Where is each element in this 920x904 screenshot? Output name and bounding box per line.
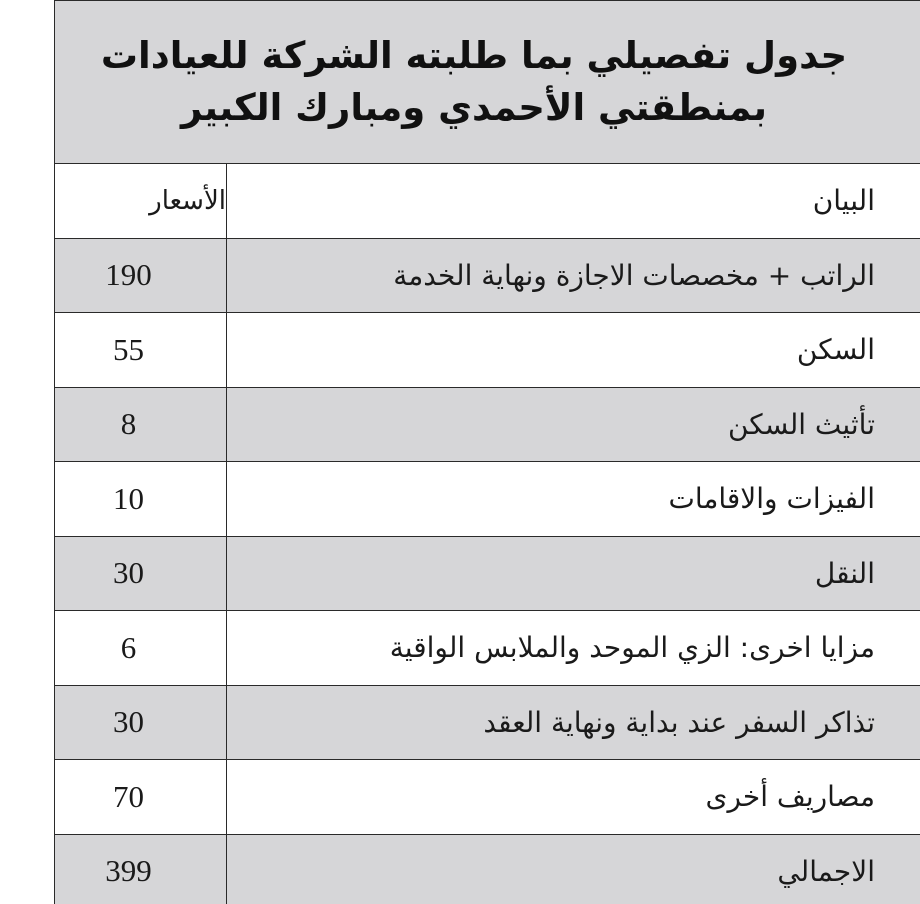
cost-table: [54, 0, 920, 904]
header-description: البيان: [812, 184, 875, 218]
table-title-line-2: بمنطقتي الأحمدي ومبارك الكبير: [180, 86, 768, 129]
row-description: مزايا اخرى: الزي الموحد والملابس الواقية: [389, 631, 875, 665]
row-price: 70: [55, 760, 227, 834]
table-title-line-1: جدول تفصيلي بما طلبته الشركة للعيادات: [100, 34, 848, 77]
table-row: [55, 611, 920, 686]
table-row: [55, 537, 920, 612]
row-price: 6: [55, 611, 227, 685]
row-price: 190: [55, 239, 227, 313]
row-description: تذاكر السفر عند بداية ونهاية العقد: [483, 705, 875, 739]
header-row: [55, 164, 920, 239]
table-row: [55, 239, 920, 314]
table-title-cell: [55, 1, 920, 164]
table-row: [55, 388, 920, 463]
row-price: 10: [55, 462, 227, 536]
row-description: الفيزات والاقامات: [668, 482, 875, 516]
table-row: [55, 686, 920, 761]
row-price: 55: [55, 313, 227, 387]
row-description: النقل: [814, 556, 875, 590]
total-price: 399: [55, 835, 227, 904]
table-row: [55, 313, 920, 388]
table-row: [55, 462, 920, 537]
row-price: 8: [55, 388, 227, 462]
total-description: الاجمالي: [777, 854, 875, 888]
row-price: 30: [55, 537, 227, 611]
header-price: الأسعار: [55, 164, 227, 238]
table-row: [55, 760, 920, 835]
total-row: [55, 835, 920, 904]
table-title: [64, 30, 920, 134]
row-description: السكن: [796, 333, 875, 367]
row-description: مصاريف أخرى: [705, 780, 875, 814]
row-price: 30: [55, 686, 227, 760]
row-description: الراتب + مخصصات الاجازة ونهاية الخدمة: [393, 258, 875, 292]
row-description: تأثيث السكن: [727, 407, 875, 441]
